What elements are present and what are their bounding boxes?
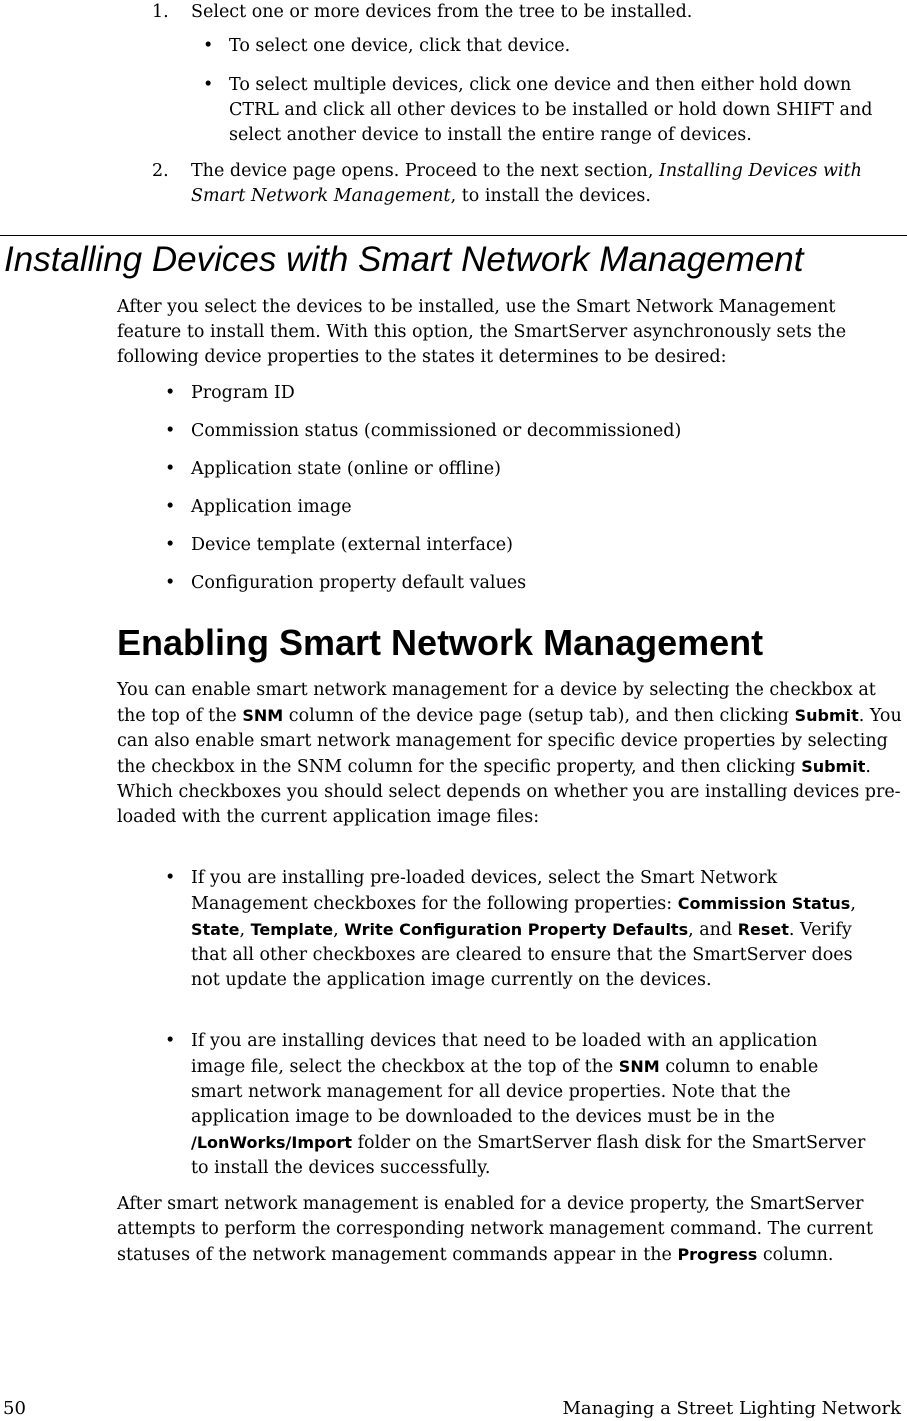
step-text: Select one or more devices from the tree to be installed. bbox=[191, 2, 693, 22]
bullet-icon: • bbox=[203, 75, 214, 95]
bullet-icon: • bbox=[165, 421, 176, 441]
paragraph: After you select the devices to be installed, use the Smart Network Management feature to install them. With this option, the SmartServer asynchronously sets the following device properties to the states it determines to be desired: bbox=[117, 297, 847, 367]
list-item: If you are installing devices that need to be loaded with an application image file, select the checkbox at the top of the SNM column to enable smart network management for all device properties. Note that the application image to be downloaded to the devices must be in the /LonWorks/Import folder on the SmartServer flash disk for the SmartServer to install the devices successfully. bbox=[191, 1031, 866, 1178]
bullet-icon: • bbox=[165, 383, 176, 403]
ui-term: Write Configuration Property Defaults bbox=[344, 920, 689, 939]
ui-term: Progress bbox=[677, 1245, 758, 1264]
ui-term: Submit bbox=[794, 706, 859, 725]
list-item: To select one device, click that device. bbox=[229, 36, 571, 56]
paragraph: You can enable smart network management for a device by selecting the checkbox at the top of the SNM column of the device page (setup tab), and then clicking Submit. You can also enable smart network management for specific device properties by selecting the checkbox in the SNM column for the specific property, and then clicking Submit. Which checkboxes you should select depends on whether you are installing devices pre-loaded with the current application image files: bbox=[117, 680, 902, 827]
list-item: Application image bbox=[191, 497, 352, 517]
list-item: Application state (online or offline) bbox=[191, 459, 501, 479]
list-item: Commission status (commissioned or decommissioned) bbox=[191, 421, 682, 441]
step-number: 1. bbox=[152, 2, 169, 22]
ui-term: Template bbox=[250, 920, 334, 939]
section-divider bbox=[0, 235, 907, 236]
ui-term: SNM bbox=[242, 706, 284, 725]
ui-term: Submit bbox=[801, 757, 866, 776]
list-item: Program ID bbox=[191, 383, 295, 403]
chapter-title: Managing a Street Lighting Network bbox=[562, 1398, 901, 1419]
bullet-icon: • bbox=[165, 535, 176, 555]
bullet-icon: • bbox=[203, 36, 214, 56]
subsection-heading: Enabling Smart Network Management bbox=[117, 622, 764, 663]
bullet-icon: • bbox=[165, 459, 176, 479]
list-item: If you are installing pre-loaded devices, select the Smart Network Management checkboxes for the following properties: Commission Status, State, Template, Write Configuration Property Defaults, and Reset. Verify that all other checkboxes are cleared to ensure that the SmartServer does not update the application image currently on the devices. bbox=[191, 868, 856, 990]
list-item: To select multiple devices, click one device and then either hold down CTRL and click all other devices to be installed or hold down SHIFT and select another device to install the entire range of devices. bbox=[229, 75, 873, 145]
bullet-icon: • bbox=[165, 1031, 176, 1051]
section-heading: Installing Devices with Smart Network Management bbox=[4, 240, 804, 279]
bullet-icon: • bbox=[165, 497, 176, 517]
ui-term: State bbox=[191, 920, 240, 939]
ui-term: /LonWorks/Import bbox=[191, 1133, 352, 1152]
section-link: Installing Devices with Smart Network Management bbox=[191, 161, 862, 206]
ui-term: Reset bbox=[737, 920, 789, 939]
list-item: Device template (external interface) bbox=[191, 535, 513, 555]
bullet-icon: • bbox=[165, 868, 176, 888]
list-item: Configuration property default values bbox=[191, 573, 527, 593]
ui-term: SNM bbox=[618, 1057, 660, 1076]
bullet-icon: • bbox=[165, 573, 176, 593]
step-text: The device page opens. Proceed to the next section, Installing Devices with Smart Network Management, to install the devices. bbox=[191, 161, 862, 206]
ui-term: Commission Status bbox=[677, 894, 851, 913]
step-number: 2. bbox=[152, 161, 169, 181]
page-number: 50 bbox=[3, 1398, 26, 1419]
paragraph: After smart network management is enabled for a device property, the SmartServer attempts to perform the corresponding network management command. The current statuses of the network management commands appear in the Progress column. bbox=[117, 1194, 873, 1265]
